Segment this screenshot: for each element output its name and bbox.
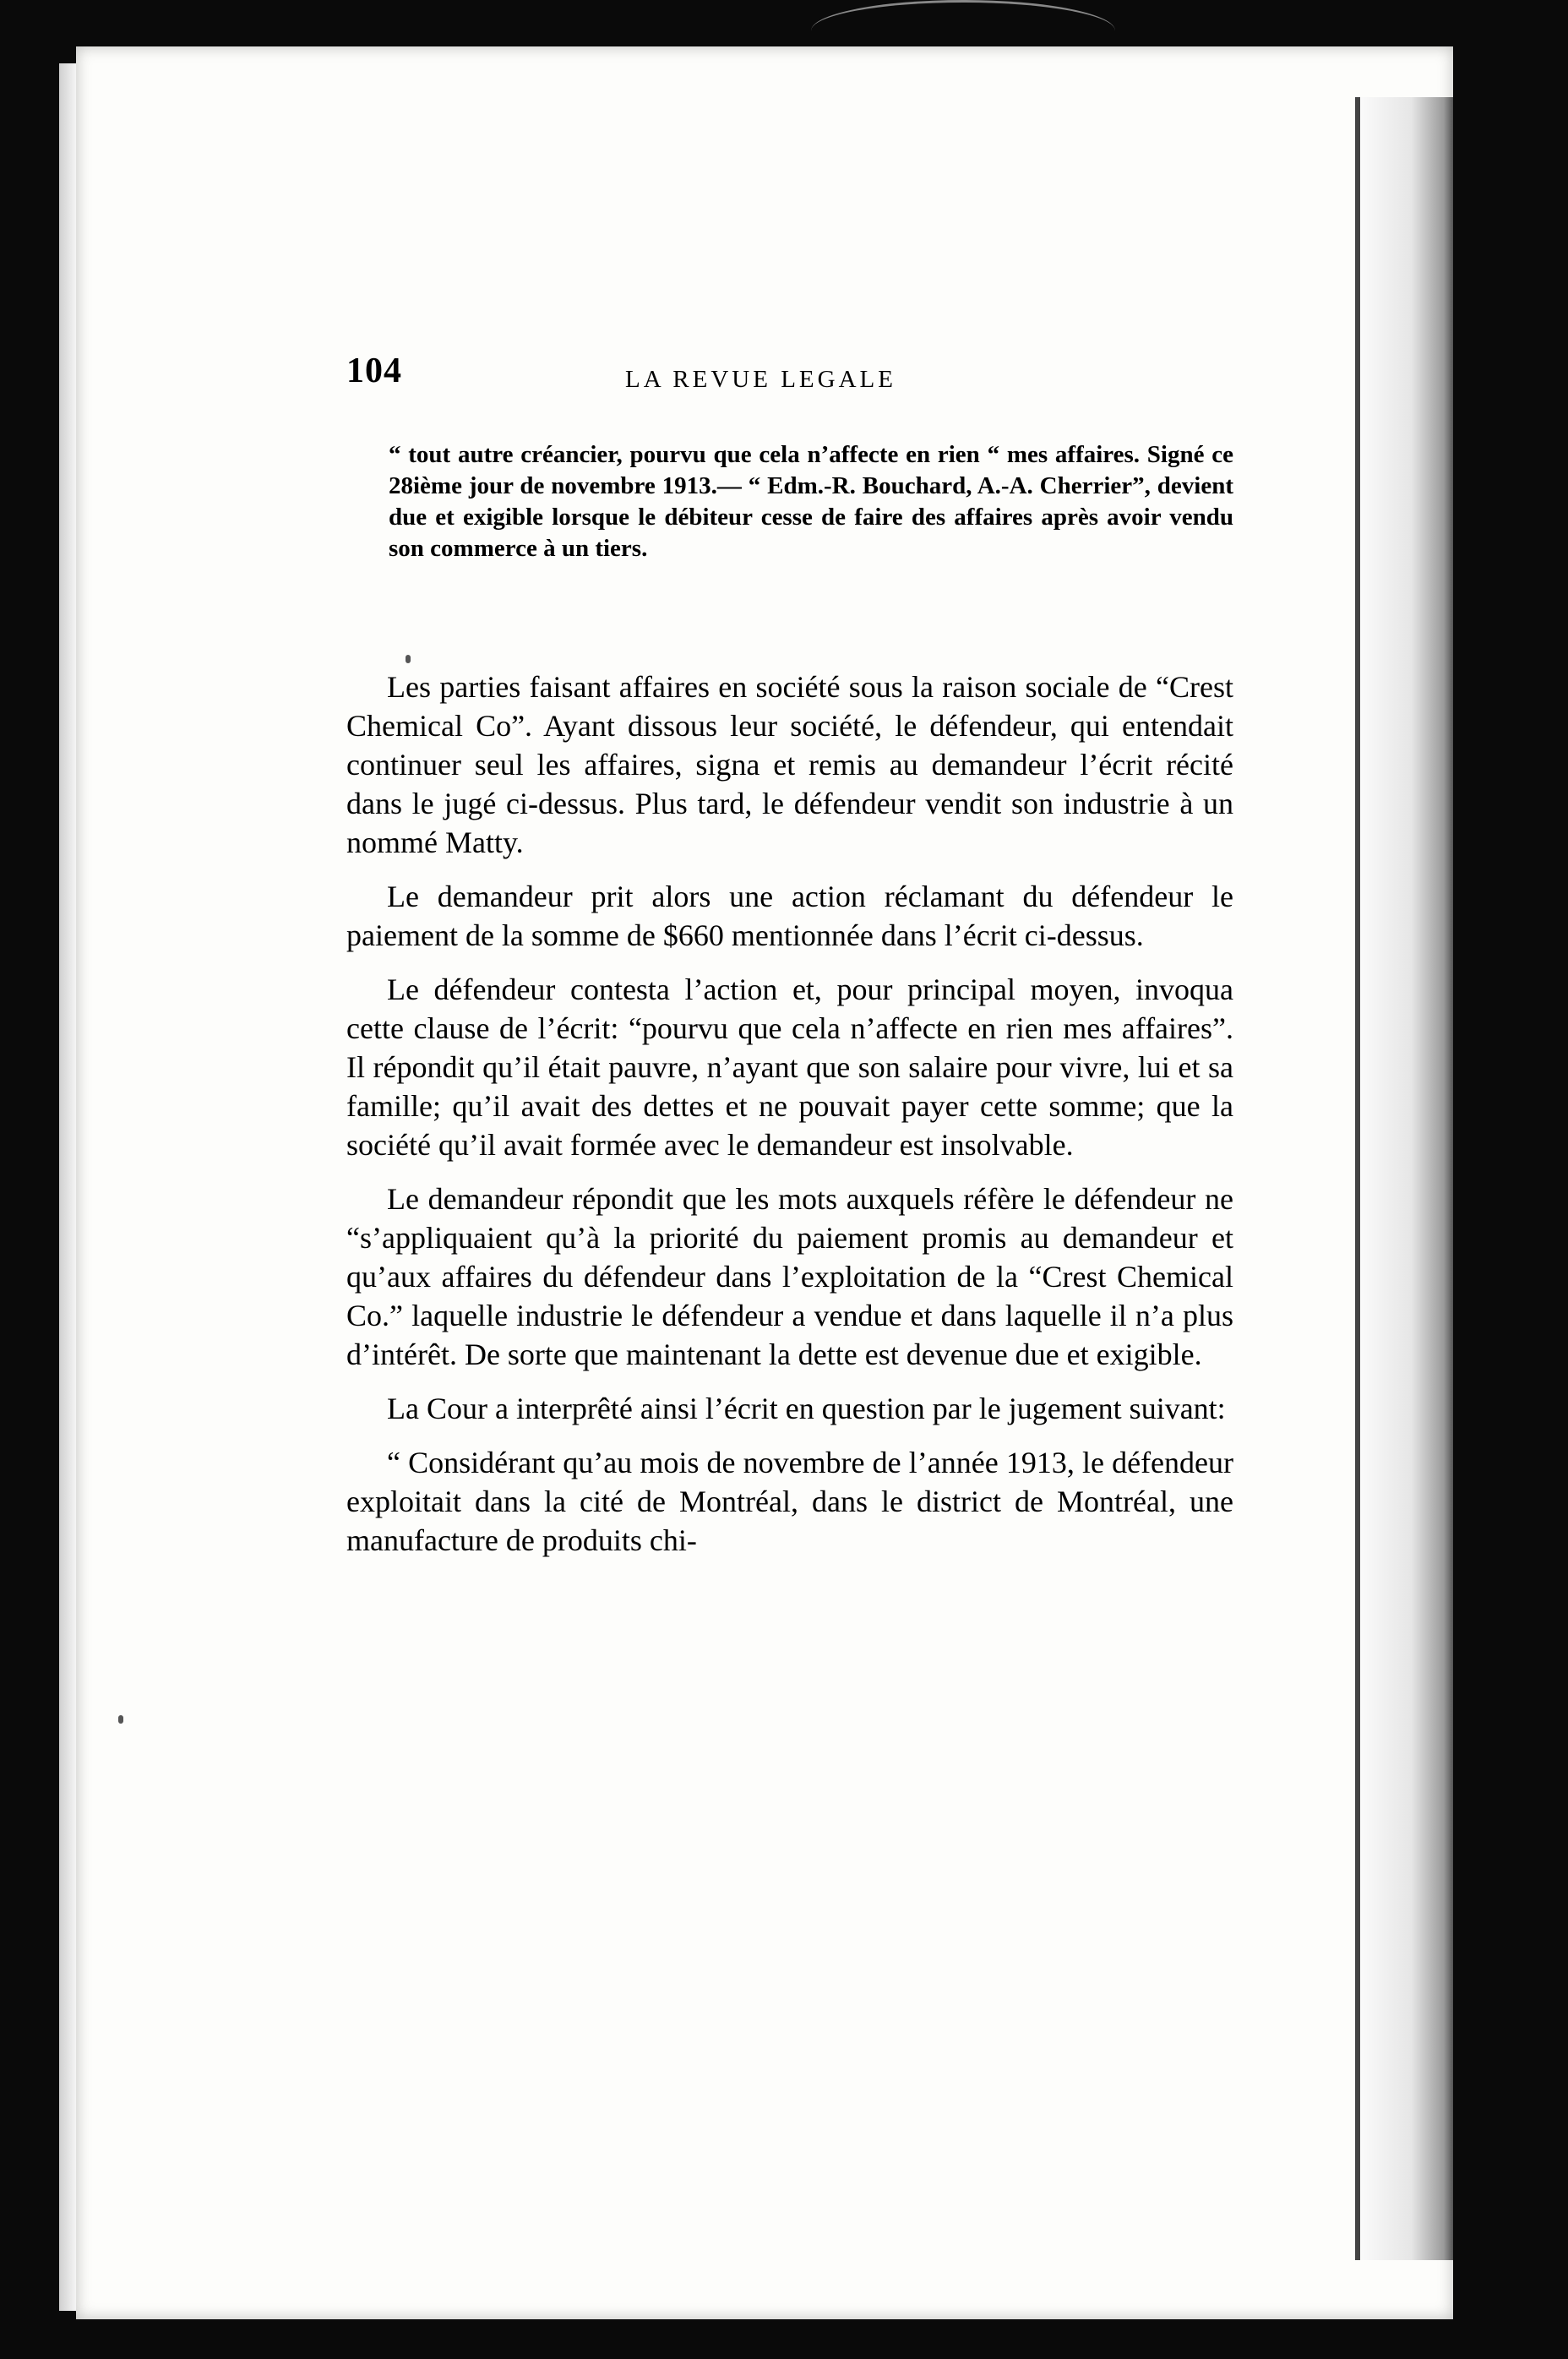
book-spine: [1355, 97, 1453, 2260]
page-header: [346, 351, 1267, 410]
paragraph: Le défendeur contesta l’action et, pour principal moyen, invoqua cette clause de l’écrit: “pourvu que cela n’affecte en rien mes affaires”. Il répondit qu’il était pauvre, n’ayant que son salaire pour vivre, lui et sa famille; qu’il avait des dettes et ne pouvait payer cette somme; que la société qu’il avait formée avec le demandeur est insolvable.: [346, 972, 1233, 1162]
paragraph: Le demandeur prit alors une action réclamant du défendeur le paiement de la somme de $660 mentionnée dans l’écrit ci-dessus.: [346, 880, 1233, 952]
paragraph: Le demandeur répondit que les mots auxquels réfère le défendeur ne “s’appliquaient qu’à la priorité du paiement promis au demandeur et qu’aux affaires du défendeur dans l’exploitation de la “Crest Chemical Co.” laquelle industrie le défendeur a vendue et dans laquelle il n’a plus d’intérêt. De sorte que maintenant la dette est devenue due et exigible.: [346, 1182, 1233, 1371]
paragraph: “ Considérant qu’au mois de novembre de l’année 1913, le défendeur exploitait dans la cité de Montréal, dans le district de Montréal, une manufacture de produits chi-: [346, 1446, 1233, 1557]
scan-speck: [118, 1715, 123, 1724]
running-title: LA REVUE LEGALE: [625, 366, 896, 393]
scan-speck: [406, 655, 411, 663]
page-edge: [59, 63, 76, 2311]
paragraph: La Cour a interprêté ainsi l’écrit en question par le jugement suivant:: [387, 1392, 1226, 1425]
paragraph: Les parties faisant affaires en société sous la raison sociale de “Crest Chemical Co”. Ayant dissous leur société, le défendeur, qui entendait continuer seul les affaires, signa et remis au demandeur l’écrit récité dans le jugé ci-dessus. Plus tard, le défendeur vendit son industrie à un nommé Matty.: [346, 670, 1233, 859]
body-text: [346, 667, 1233, 1575]
case-summary: “ tout autre créancier, pourvu que cela n’affecte en rien “ mes affaires. Signé ce 28ième jour de novembre 1913.— “ Edm.-R. Bouchard, A.-A. Cherrier”, devient due et exigible lorsque le débiteur cesse de faire des affaires après avoir vendu son commerce à un tiers.: [389, 441, 1233, 562]
page-number: 104: [346, 351, 402, 390]
